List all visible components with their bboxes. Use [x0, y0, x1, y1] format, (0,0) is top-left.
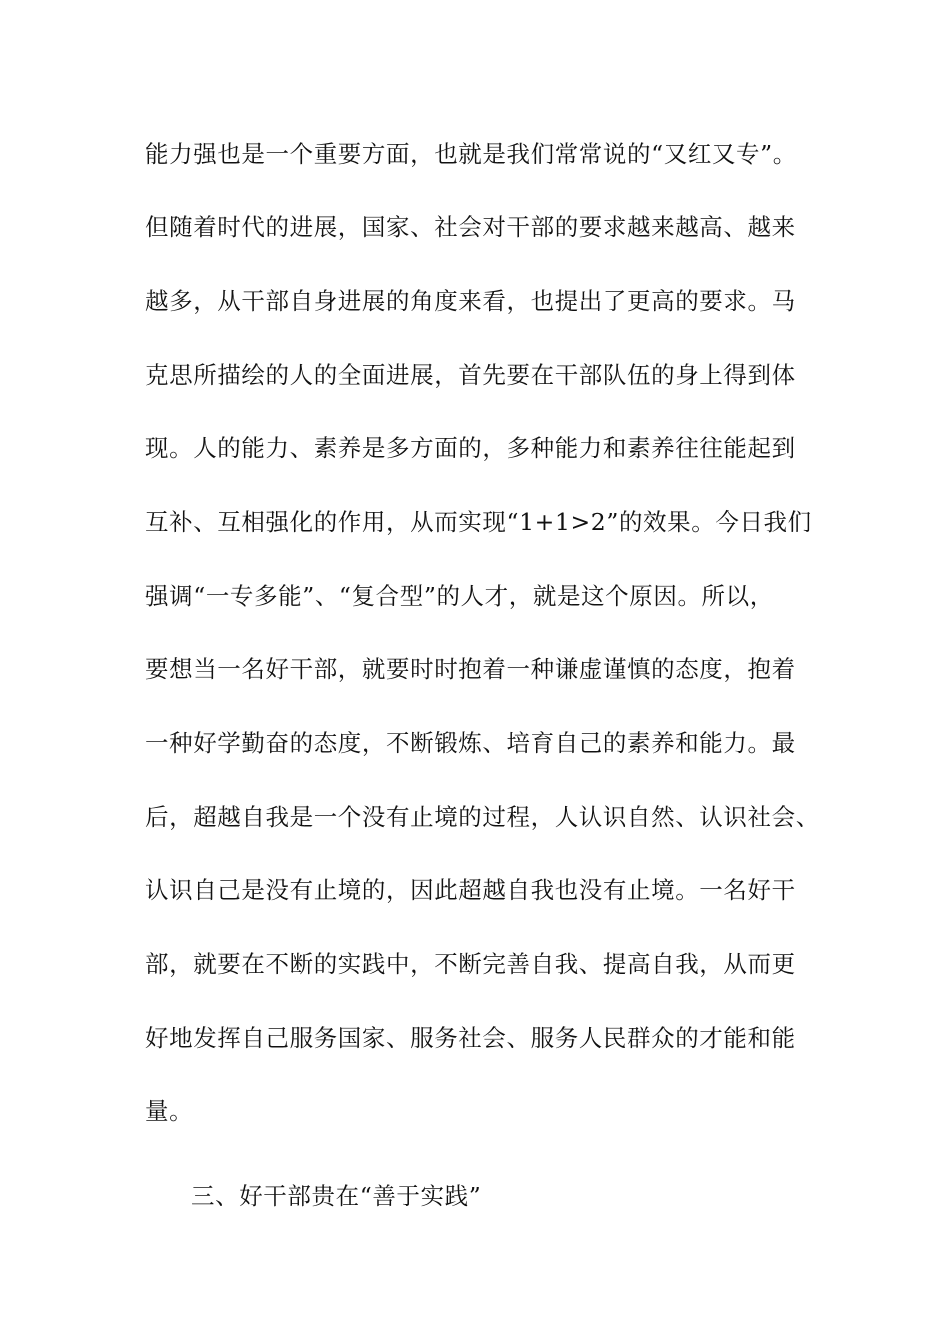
paragraph-line: 好地发挥自己服务国家、服务社会、服务人民群众的才能和能	[145, 1024, 796, 1052]
paragraph-line: 部，就要在不断的实践中，不断完善自我、提高自我，从而更	[145, 950, 796, 978]
paragraph-line: 要想当一名好干部，就要时时抱着一种谦虚谨慎的态度，抱着	[145, 655, 796, 683]
section-heading: 三、好干部贵在“善于实践”	[191, 1182, 482, 1210]
paragraph-line: 现。人的能力、素养是多方面的，多种能力和素养往往能起到	[145, 434, 796, 462]
paragraph-line: 克思所描绘的人的全面进展，首先要在干部队伍的身上得到体	[145, 361, 796, 389]
paragraph-line: 认识自己是没有止境的，因此超越自我也没有止境。一名好干	[145, 876, 796, 904]
paragraph-line: 量。	[145, 1097, 194, 1125]
paragraph-line: 能力强也是一个重要方面，也就是我们常常说的“又红又专”。	[145, 140, 797, 168]
paragraph-line: 强调“一专多能”、“复合型”的人才，就是这个原因。所以，	[145, 582, 774, 610]
paragraph-line: 一种好学勤奋的态度，不断锻炼、培育自己的素养和能力。最	[145, 729, 796, 757]
paragraph-line: 但随着时代的进展，国家、社会对干部的要求越来越高、越来	[145, 213, 796, 241]
paragraph-line: 越多，从干部自身进展的角度来看，也提出了更高的要求。马	[145, 287, 796, 315]
paragraph-line: 后，超越自我是一个没有止境的过程，人认识自然、认识社会、	[145, 803, 820, 831]
paragraph-line: 互补、互相强化的作用，从而实现“1+1>2”的效果。今日我们	[145, 508, 812, 536]
